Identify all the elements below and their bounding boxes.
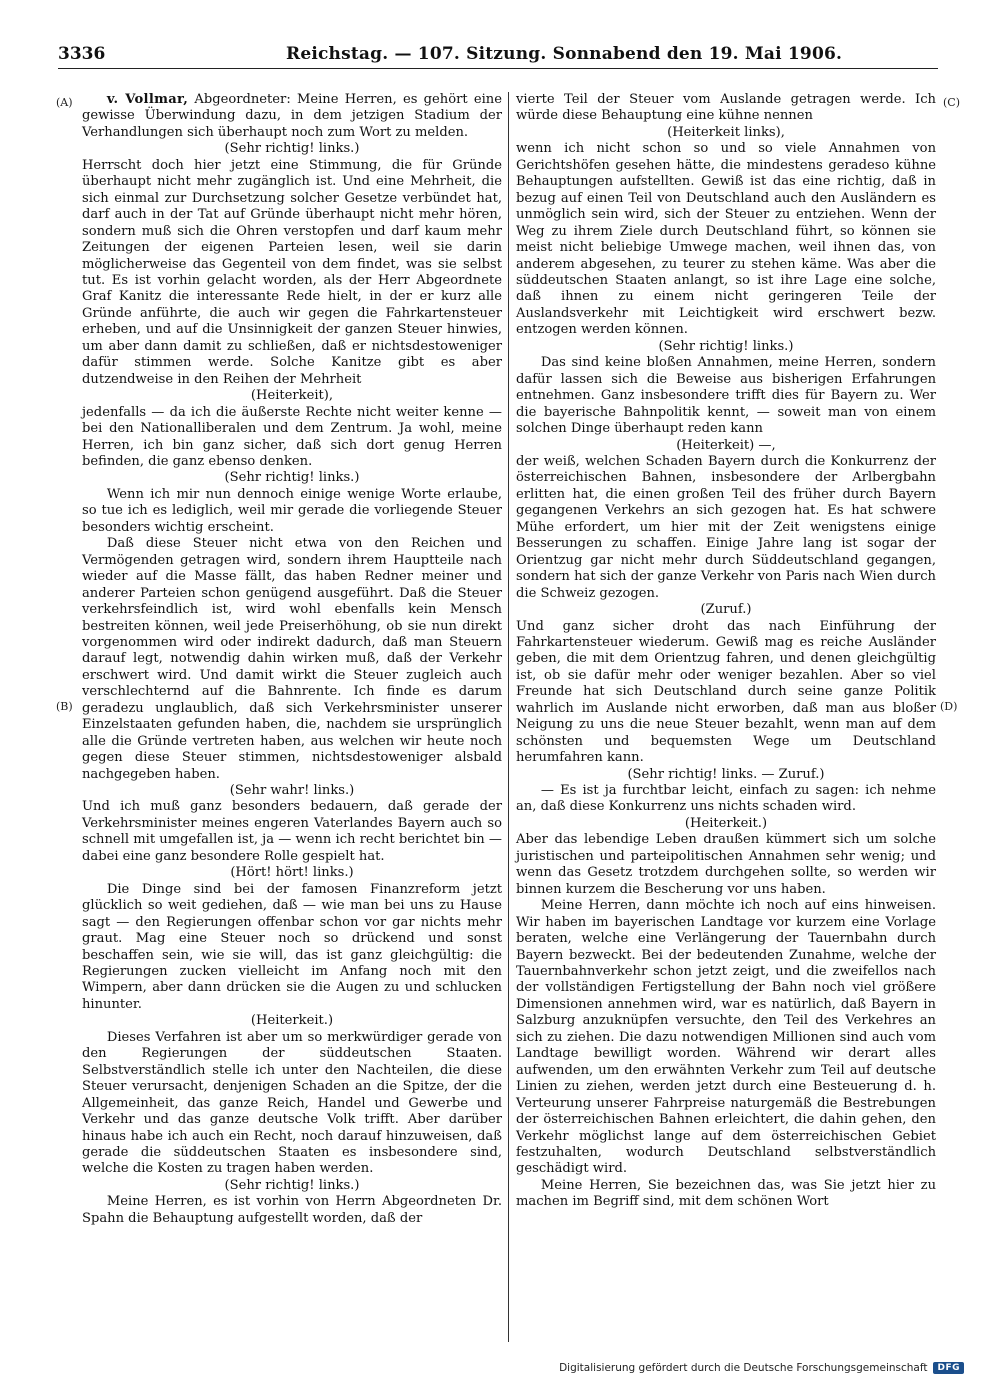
paragraph: vierte Teil der Steuer vom Auslande getragen werde. Ich würde diese Behauptung eine kühne nennen <box>516 92 936 124</box>
page-header <box>58 40 938 69</box>
paragraph: der weiß, welchen Schaden Bayern durch die Konkurrenz der österreichischen Bahnen, insbesondere der Arlbergbahn erlitten hat, die einen großen Teil des früher durch Bayern gegangenen Verkehrs an sich gezogen hat. Es hat schwere Mühe erfordert, um hier mit der Zeit wenigstens einige Besserungen zu schaffen. Einige Jahre lang ist sogar der Orientzug gar nicht mehr durch Süddeutschland gegangen, sondern hat sich der ganze Verkehr von Paris nach Wien durch die Schweiz gezogen. <box>516 453 936 601</box>
paragraph: Meine Herren, Sie bezeichnen das, was Sie jetzt hier zu machen im Begriff sind, mit dem schönen Wort <box>516 1177 936 1210</box>
interjection: (Heiterkeit links), <box>667 124 785 140</box>
interjection: (Heiterkeit), <box>250 388 334 404</box>
paragraph: Die Dinge sind bei der famosen Finanzreform jetzt glücklich so weit gediehen, daß — wie man bei uns zu Hause sagt — den Regierungen offenbar schon vor gar nichts mehr graut. Mag eine Steuer noch so drückend und sonst beschaffen sein, wie sie will, das ist ganz gleichgültig: die Regierungen zucken vielleicht im Anfang noch mit den Wimpern, aber dann drücken sie die Augen zu und schlucken hinunter. <box>82 881 502 1012</box>
interjection: (Heiterkeit.) <box>684 815 768 831</box>
interjection: (Sehr richtig! links.) <box>224 470 360 486</box>
paragraph: Meine Herren, es ist vorhin von Herrn Abgeordneten Dr. Spahn die Behauptung aufgestellt worden, daß der <box>82 1194 502 1226</box>
speaker-name: v. Vollmar, <box>106 92 189 107</box>
paragraph: — Es ist ja furchtbar leicht, einfach zu sagen: ich nehme an, daß diese Konkurrenz uns nichts schaden wird. <box>516 783 936 815</box>
paragraph: Das sind keine bloßen Annahmen, meine Herren, sondern dafür lassen sich die Beweise aus bisherigen Erfahrungen entnehmen. Ganz insbesondere trifft dies für Bayern zu. Wer die bayerische Bahnpolitik kennt, — soweit man von einem solchen Dinge überhaupt reden kann <box>516 355 936 437</box>
margin-mark-c: (C) <box>943 96 960 109</box>
paragraph: Herrscht doch hier jetzt eine Stimmung, die für Gründe überhaupt nicht mehr zugänglich ist. Und eine Mehrheit, die sich einmal zur Durchsetzung solcher Gesetze verbündet hat, darf auch in der Tat auf Gründe überhaupt nicht mehr hören, sondern muß sich die Ohren verstopfen und darf kaum mehr Zeitungen der eigenen Parteien lesen, weil sie darin möglicherweise das Gegenteil von dem findet, was sie selbst tut. Es ist vorhin gelacht worden, als der Herr Abgeordnete Graf Kanitz die interessante Rede hielt, in der er kurz alle Gründe anführte, die auch wir gegen die Fahrkartensteuer erheben, und auf die Unsinnigkeit der ganzen Steuer hinwies, um aber dann damit zu schließen, daß er nichtsdestoweniger dafür stimmen werde. Solche Kanitze gibt es aber dutzendweise in den Reihen der Mehrheit <box>82 157 502 387</box>
session-title: Reichstag. — 107. Sitzung. Sonnabend den 19. Mai 1906. <box>286 44 843 64</box>
interjection: (Heiterkeit) —, <box>676 437 776 453</box>
margin-mark-a: (A) <box>56 96 73 109</box>
right-column <box>516 92 936 1211</box>
interjection: (Hört! hört! links.) <box>230 865 354 881</box>
interjection: (Sehr wahr! links.) <box>229 783 355 799</box>
left-column <box>82 92 502 1227</box>
interjection: (Sehr richtig! links.) <box>224 1177 360 1193</box>
dfg-logo: DFG <box>933 1362 964 1374</box>
paragraph: Aber das lebendige Leben draußen kümmert sich um solche juristischen und parteipolitischen Annahmen sehr wenig; und wenn das Gesetz trotzdem durchgehen sollte, so werden wir binnen kurzem die Bescherung vor uns haben. <box>516 832 936 897</box>
paragraph: Und ich muß ganz besonders bedauern, daß gerade der Verkehrsminister meines engeren Vaterlandes Bayern auch so schnell mit umgefallen ist, ja — wenn ich recht berichtet bin — dabei eine ganz besondere Rolle gespielt hat. <box>82 799 502 864</box>
margin-mark-d: (D) <box>940 700 958 713</box>
interjection: (Zuruf.) <box>700 602 752 618</box>
paragraph: Dieses Verfahren ist aber um so merkwürdiger gerade von den Regierungen der süddeutschen Staaten. Selbstverständlich stelle ich unter den Nachteilen, die diese Steuer verursacht, denjenigen Schaden an die Spitze, der die Allgemeinheit, das ganze Reich, Handel und Gewerbe und Verkehr und das ganze deutsche Volk trifft. Aber darüber hinaus habe ich auch ein Recht, noch darauf hinzuweisen, daß gerade die süddeutschen Staaten es insbesondere sind, welche die Kosten zu tragen haben werden. <box>82 1029 502 1177</box>
paragraph: Wenn ich mir nun dennoch einige wenige Worte erlaube, so tue ich es lediglich, weil mir gerade die vorliegende Steuer besonders wichtig erscheint. <box>82 486 502 535</box>
paragraph <box>82 92 502 141</box>
paragraph: Meine Herren, dann möchte ich noch auf eins hinweisen. Wir haben im bayerischen Landtage vor kurzem eine Vorlage beraten, welche eine Verlängerung der Tauernbahn durch Bayern bezweckt. Bei der bedeutenden Zunahme, welche der Tauernbahnverkehr schon jetzt zeigt, und die zweifellos nach der vollständigen Fertigstellung der Bahn noch viel größere Dimensionen annehmen wird, war es natürlich, daß Bayern in Salzburg anzuknüpfen versuchte, den Teil des Verkehres an sich zu ziehen. Die dazu notwendigen Millionen sind auch vom Landtage bewilligt worden. Während wir derart alles aufwenden, um den erwähnten Verkehr zum Teil auf deutsche Linien zu ziehen, werden jetzt durch eine Besteuerung d. h. Verteurung unserer Fahrpreise naturgemäß die Bestrebungen der österreichischen Bahnen erleichtert, die dahin gehen, den Verkehr möglichst lange auf dem österreichischen Gebiet festzuhalten, wodurch Deutschland selbstverständlich geschädigt wird. <box>516 898 936 1177</box>
interjection: (Heiterkeit.) <box>250 1013 334 1029</box>
page-number: 3336 <box>58 44 106 64</box>
footer-text: Digitalisierung gefördert durch die Deutsche Forschungsgemeinschaft <box>559 1362 928 1374</box>
paragraph-text: Abgeordneter: Meine Herren, es gehört eine gewisse Überwindung dazu, in dem jetzigen Stadium der Verhandlungen sich überhaupt noch zum Wort zu melden. <box>82 92 502 140</box>
interjection: (Sehr richtig! links.) <box>224 141 360 157</box>
paragraph: Und ganz sicher droht das nach Einführung der Fahrkartensteuer wiederum. Gewiß mag es reiche Ausländer geben, die mit dem Orientzug fahren, und denen gleichgültig ist, ob sie dafür mehr oder weniger bezahlen. Aber so viel Freunde hat sich Deutschland durch seine ganze Politik wahrlich im Auslande nicht erworben, daß man aus bloßer Neigung zu uns die neue Steuer bezahlt, wenn man auf dem schönsten und bequemsten Wege um Deutschland herumfahren kann. <box>516 618 936 766</box>
paragraph: wenn ich nicht schon so und so viele Annahmen von Gerichtshöfen gesehen hätte, die mindestens geradeso kühne Behauptungen aufstellten. Gewiß ist das eine richtig, daß in bezug auf einen Teil von Deutschland auch den Ausländern es unmöglich sein wird, sich der Steuer zu entziehen. Wenn der Weg zu ihrem Ziele durch Deutschland führt, so können sie meist nicht beliebige Umwege machen, weil ihnen das, von anderem abgesehen, zu teurer zu stehen käme. Was aber die süddeutschen Staaten anlangt, so ist ihre Lage eine solche, daß ihnen zu einem nicht geringeren Teile der Auslandsverkehr mit Leichtigkeit wird erschwert bezw. entzogen werden können. <box>516 141 936 338</box>
paragraph: Daß diese Steuer nicht etwa von den Reichen und Vermögenden getragen wird, sondern ihrem Hauptteile nach wieder auf die Masse fällt, das haben Redner meiner und anderer Parteien schon genügend ausgeführt. Daß die Steuer verkehrsfeindlich ist, wird wohl ebenfalls kein Mensch bestreiten können, weil jede Preiserhöhung, ob sie nun direkt vorgenommen wird oder indirekt dadurch, daß man Steuern darauf legt, notwendig dahin wirken muß, daß der Verkehr erschwert wird. Und damit wirkt die Steuer zugleich auch verschlechternd auf die Bahnrente. Ich finde es darum geradezu unglaublich, daß sich Verkehrsminister unserer Einzelstaaten gefunden haben, die, nachdem sie ursprünglich alle die Gründe vertreten haben, aus welchen wir heute noch gegen diese Steuer stimmen, nichtsdestoweniger alsbald nachgegeben haben. <box>82 536 502 782</box>
interjection: (Sehr richtig! links. — Zuruf.) <box>627 766 825 782</box>
paragraph: jedenfalls — da ich die äußerste Rechte nicht weiter kenne — bei den Nationalliberalen und dem Zentrum. Ja wohl, meine Herren, ich bin ganz sicher, daß sich dort genug Herren befinden, die ganz ebenso denken. <box>82 404 502 469</box>
margin-mark-b: (B) <box>56 700 73 713</box>
interjection: (Sehr richtig! links.) <box>658 338 794 354</box>
digitization-footer <box>559 1359 964 1377</box>
column-divider <box>508 92 509 1342</box>
